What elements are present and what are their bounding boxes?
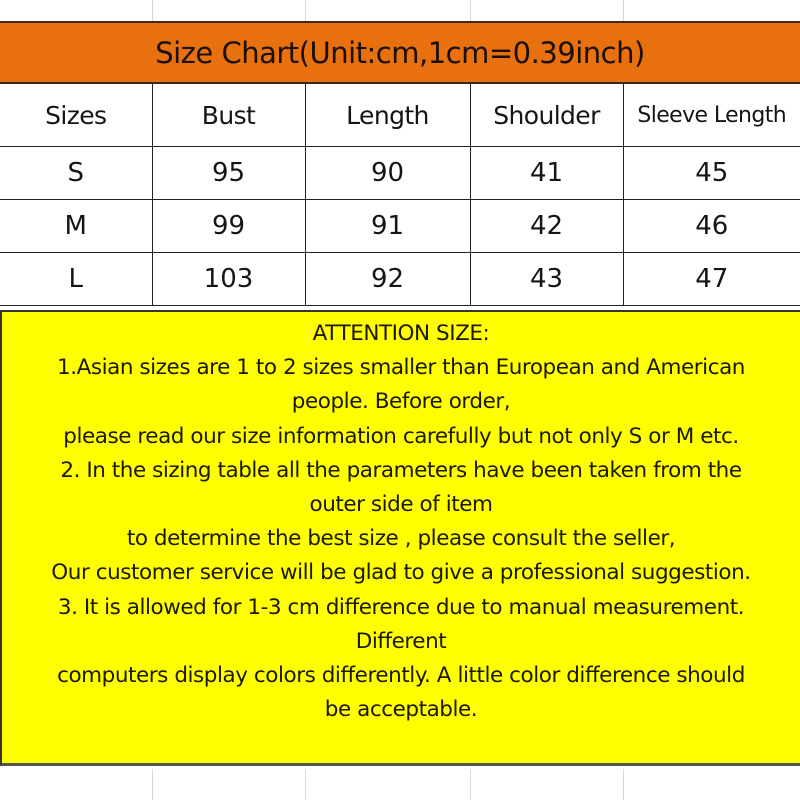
cell-size: S [0,147,152,200]
notice-line: Our customer service will be glad to give a professional suggestion. [51,560,751,586]
notice-line: be acceptable. [324,697,478,723]
grid-line-top-4 [623,0,624,21]
grid-line-top-1 [152,0,153,21]
cell-shoulder: 43 [470,253,623,306]
column-header-shoulder: Shoulder [470,84,623,147]
table-row [0,200,800,253]
notice-heading: ATTENTION SIZE: [312,321,490,346]
grid-line-bottom-2 [305,769,306,800]
grid-line-top-2 [305,0,306,21]
cell-bust: 99 [152,200,305,253]
cell-sleeve-length: 46 [623,200,800,253]
notice-line: outer side of item [309,492,493,518]
attention-notice [0,310,800,766]
notice-line: 1.Asian sizes are 1 to 2 sizes smaller than European and American [57,355,745,381]
cell-shoulder: 42 [470,200,623,253]
grid-line-bottom-4 [623,769,624,800]
cell-length: 90 [305,147,470,200]
cell-shoulder: 41 [470,147,623,200]
cell-length: 91 [305,200,470,253]
notice-line: computers display colors differently. A little color difference should [57,663,745,689]
table-header-row [0,84,800,147]
cell-bust: 103 [152,253,305,306]
cell-bust: 95 [152,147,305,200]
size-table [0,84,800,306]
cell-sleeve-length: 47 [623,253,800,306]
cell-size: L [0,253,152,306]
table-row [0,147,800,200]
grid-line-bottom-3 [470,769,471,800]
column-header-length: Length [305,84,470,147]
column-header-sleeve-length: Sleeve Length [623,84,800,147]
grid-line-bottom-1 [152,769,153,800]
cell-size: M [0,200,152,253]
cell-length: 92 [305,253,470,306]
notice-line: Different [355,628,447,654]
notice-line: to determine the best size , please consult the seller, [126,526,676,552]
notice-line: 3. It is allowed for 1-3 cm difference due to manual measurement. [57,594,745,620]
notice-line: 2. In the sizing table all the parameters have been taken from the [60,457,742,483]
column-header-sizes: Sizes [0,84,152,147]
grid-line-top-3 [470,0,471,21]
size-chart-title: Size Chart(Unit:cm,1cm=0.39inch) [0,21,800,84]
cell-sleeve-length: 45 [623,147,800,200]
notice-line: people. Before order, [291,389,511,415]
notice-line: please read our size information carefully but not only S or M etc. [63,423,739,449]
column-header-bust: Bust [152,84,305,147]
table-row [0,253,800,306]
